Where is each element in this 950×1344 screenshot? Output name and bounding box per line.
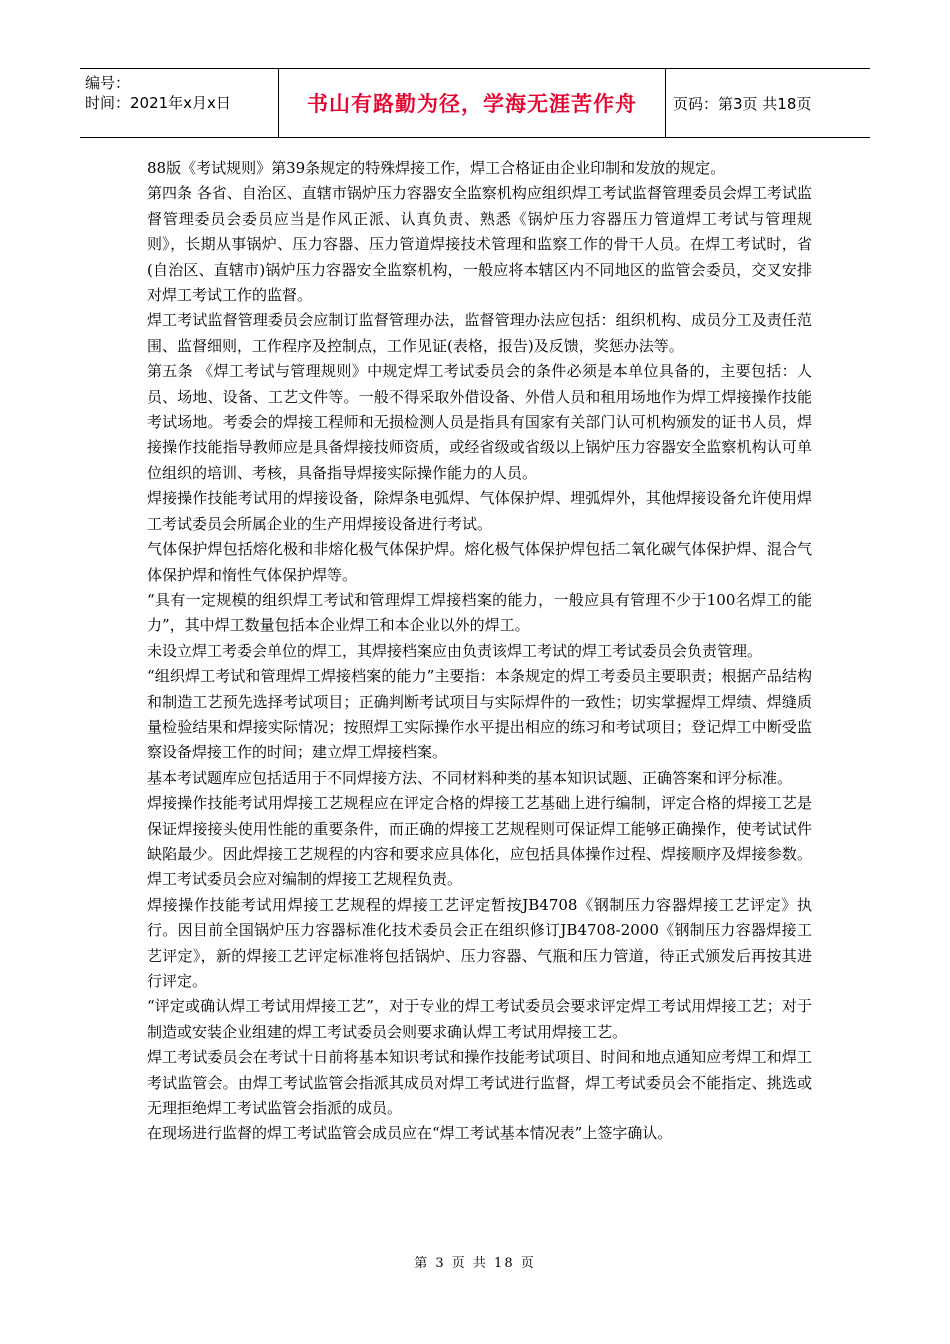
paragraph: “具有一定规模的组织焊工考试和管理焊工焊接档案的能力，一般应具有管理不少于100名焊工的能力”，其中焊工数量包括本企业焊工和本企业以外的焊工。 <box>147 590 812 635</box>
page-header <box>80 68 870 138</box>
paragraph: 焊接操作技能考试用焊接工艺规程的焊接工艺评定暂按JB4708《钢制压力容器焊接工艺评定》执行。因目前全国锅炉压力容器标准化技术委员会正在组织修订JB4708-2000《钢制压力容器焊接工艺评定》，新的焊接工艺评定标准将包括锅炉、压力容器、气瓶和压力管道，待正式颁发后再按其进行评定。 <box>147 895 812 990</box>
paragraph: 未设立焊工考委会单位的焊工，其焊接档案应由负责该焊工考试的焊工考试委员会负责管理。 <box>147 641 763 660</box>
paragraph: 第五条 《焊工考试与管理规则》中规定焊工考试委员会的条件必须是本单位具备的，主要包括：人员、场地、设备、工艺文件等。一般不得采取外借设备、外借人员和租用场地作为焊工焊接操作技能考试场地。考委会的焊接工程师和无损检测人员是指具有国家有关部门认可机构颁发的证书人员，焊接操作技能指导教师应是具备焊接技师资质，或经省级或省级以上锅炉压力容器安全监察机构认可单位组织的培训、考核，具备指导焊接实际操作能力的人员。 <box>147 362 812 482</box>
paragraph: 焊工考试监督管理委员会应制订监督管理办法，监督管理办法应包括：组织机构、成员分工及责任范围、监督细则，工作程序及控制点，工作见证(表格，报告)及反馈，奖惩办法等。 <box>147 311 812 355</box>
doc-code-label: 编号： <box>85 74 131 92</box>
document-body <box>147 156 812 1147</box>
header-page-number: 页码：第3页 共18页 <box>673 94 812 113</box>
header-meta <box>80 69 279 137</box>
paragraph: 基本考试题库应包括适用于不同焊接方法、不同材料种类的基本知识试题、正确答案和评分标准。 <box>147 768 793 787</box>
paragraph: 焊接操作技能考试用的焊接设备，除焊条电弧焊、气体保护焊、埋弧焊外，其他焊接设备允许使用焊工考试委员会所属企业的生产用焊接设备进行考试。 <box>147 489 812 533</box>
paragraph: 第四条 各省、自治区、直辖市锅炉压力容器安全监察机构应组织焊工考试监督管理委员会焊工考试监督管理委员会委员应当是作风正派、认真负责、熟悉《锅炉压力容器压力管道焊工考试与管理规则》，长期从事锅炉、压力容器、压力管道焊接技术管理和监察工作的骨干人员。在焊工考试时，省(自治区、直辖市)锅炉压力容器安全监察机构，一般应将本辖区内不同地区的监管会委员，交叉安排对焊工考试工作的监督。 <box>147 184 812 305</box>
header-motto: 书山有路勤为径，学海无涯苦作舟 <box>279 69 666 137</box>
paragraph: 88版《考试规则》第39条规定的特殊焊接工作，焊工合格证由企业印制和发放的规定。 <box>147 159 726 177</box>
paragraph: 焊接操作技能考试用焊接工艺规程应在评定合格的焊接工艺基础上进行编制，评定合格的焊接工艺是保证焊接接头使用性能的重要条件，而正确的焊接工艺规程则可保证焊工能够正确操作，使考试试件缺陷最少。因此焊接工艺规程的内容和要求应具体化，应包括具体操作过程、焊接顺序及焊接参数。焊工考试委员会应对编制的焊接工艺规程负责。 <box>147 794 812 889</box>
paragraph: 焊工考试委员会在考试十日前将基本知识考试和操作技能考试项目、时间和地点通知应考焊工和焊工考试监管会。由焊工考试监管会指派其成员对焊工考试进行监督，焊工考试委员会不能指定、挑选或无理拒绝焊工考试监管会指派的成员。 <box>147 1048 812 1118</box>
paragraph: “组织焊工考试和管理焊工焊接档案的能力”主要指：本条规定的焊工考委员主要职责；根据产品结构和制造工艺预先选择考试项目；正确判断考试项目与实际焊件的一致性；切实掌握焊工焊绩、焊缝质量检验结果和焊接实际情况；按照焊工实际操作水平提出相应的练习和考试项目；登记焊工中断受监察设备焊接工作的时间；建立焊工焊接档案。 <box>147 667 812 762</box>
doc-date-label: 时间：2021年x月x日 <box>85 94 231 112</box>
paragraph: 在现场进行监督的焊工考试监管会成员应在“焊工考试基本情况表”上签字确认。 <box>147 1124 673 1143</box>
page-footer: 第 3 页 共 18 页 <box>414 1256 536 1271</box>
paragraph: 气体保护焊包括熔化极和非熔化极气体保护焊。熔化极气体保护焊包括二氧化碳气体保护焊、混合气体保护焊和惰性气体保护焊等。 <box>147 540 812 584</box>
paragraph: “评定或确认焊工考试用焊接工艺”，对于专业的焊工考试委员会要求评定焊工考试用焊接工艺；对于制造或安装企业组建的焊工考试委员会则要求确认焊工考试用焊接工艺。 <box>147 997 812 1041</box>
